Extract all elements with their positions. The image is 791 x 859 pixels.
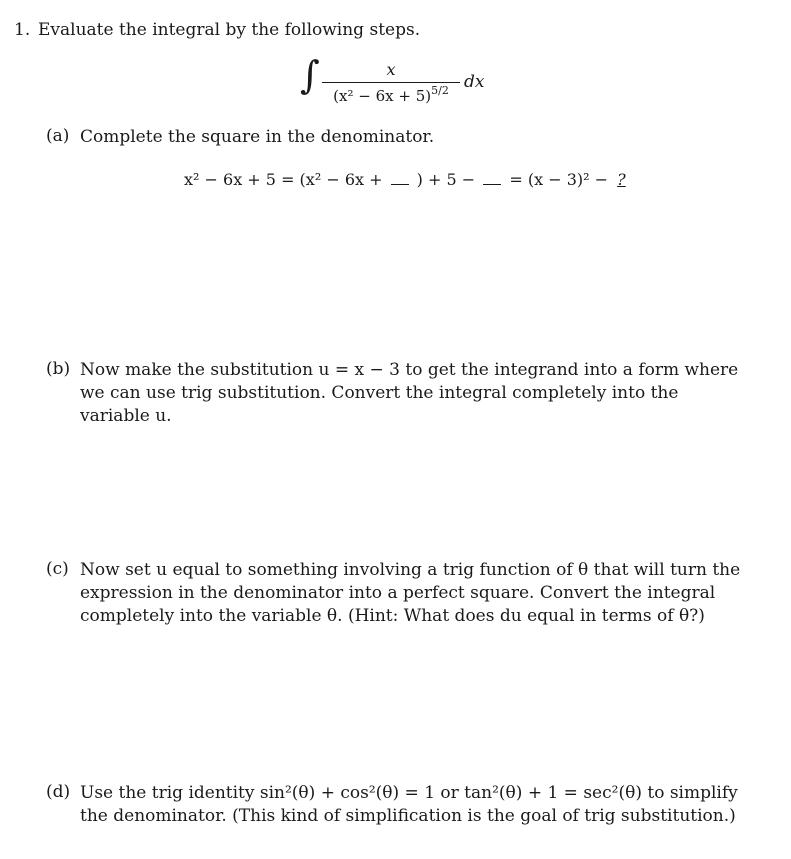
fraction-bar xyxy=(322,82,460,83)
equation-left: x² − 6x + 5 = (x² − 6x + xyxy=(184,170,388,189)
blank-1[interactable] xyxy=(391,172,409,185)
complete-square-equation xyxy=(184,170,626,189)
blank-2[interactable] xyxy=(483,172,501,185)
part-b-text: Now make the substitution u = x − 3 to get the integrand into a form where we can use trig substitution. Convert the integral completely into the variable u. xyxy=(80,360,739,426)
integrand-fraction xyxy=(322,60,460,105)
integrand-denominator xyxy=(322,84,460,105)
part-b-label: (b) xyxy=(46,359,71,379)
question-prompt: Evaluate the integral by the following steps. xyxy=(38,20,421,40)
equation-right: = (x − 3)² − xyxy=(504,170,614,189)
part-c-text: Now set u equal to something involving a trig function of θ that will turn the expression in the denominator into a perfect square. Convert the integral completely into the variable θ. (Hint: What does du equal in terms of θ?) xyxy=(80,560,741,626)
denominator-base: (x² − 6x + 5) xyxy=(333,87,432,105)
part-d-label: (d) xyxy=(46,782,71,802)
part-c-label: (c) xyxy=(46,559,69,579)
differential: dx xyxy=(464,72,485,92)
answer-placeholder[interactable]: ? xyxy=(617,170,626,189)
part-a-text: Complete the square in the denominator. xyxy=(80,127,435,147)
equation-mid: ) + 5 − xyxy=(411,170,481,189)
integral-sign: ∫ xyxy=(300,53,320,97)
part-d-text: Use the trig identity sin²(θ) + cos²(θ) = 1 or tan²(θ) + 1 = sec²(θ) to simplify the denominator. (This kind of simplification is the goal of trig substitution.) xyxy=(80,783,738,826)
denominator-exponent: 5/2 xyxy=(431,84,449,97)
part-a-label: (a) xyxy=(46,126,70,146)
question-number: 1. xyxy=(14,20,31,40)
integrand-numerator: x xyxy=(386,60,396,79)
